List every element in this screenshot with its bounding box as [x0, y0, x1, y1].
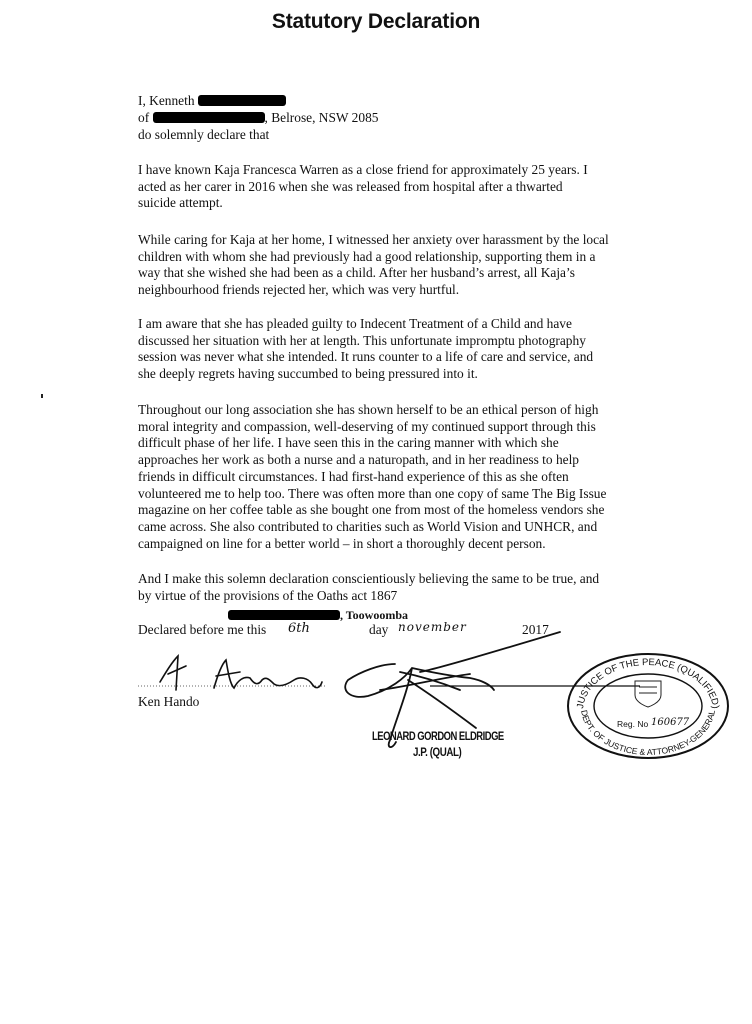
paragraph-line: children with whom she had previously had a good relationship, supporting them in a	[138, 248, 596, 264]
paragraph-line: I am aware that she has pleaded guilty to Indecent Treatment of a Child and have	[138, 316, 572, 331]
paragraph-line: suicide attempt.	[138, 195, 223, 211]
page-title: Statutory Declaration	[271, 10, 481, 33]
witness-title: J.P. (QUAL)	[413, 747, 462, 759]
stamp-ring-top-text: JUSTICE OF THE PEACE (QUALIFIED)	[575, 656, 721, 710]
paragraph-line: by virtue of the provisions of the Oaths act 1867	[138, 587, 398, 603]
paragraph-line: she deeply regrets having succumbed to being pressured into it.	[138, 366, 478, 382]
declared-month-handwritten: november	[398, 620, 467, 634]
stamp-outer-ring	[568, 654, 728, 758]
paragraph-line: difficult phase of her life. I have seen this in the caring manner with which she	[138, 435, 559, 451]
paragraph-line: acted as her carer in 2016 when she was released from hospital after a thwarted	[138, 178, 563, 194]
paragraph-line: campaigned on line for a better world – in short a thoroughly decent person.	[138, 535, 546, 551]
declared-prefix: Declared before me this	[138, 622, 267, 637]
declare-intro: do solemnly declare that	[138, 127, 270, 142]
paragraph-line: friends in difficult circumstances. I had first-hand experience of this as she often	[138, 468, 569, 484]
paragraph-line: approaches her work as both a nurse and a naturopath, and in her readiness to help	[138, 452, 579, 468]
declarant-signature	[160, 656, 322, 690]
stamp-reg-number: 160677	[651, 717, 690, 728]
declarant-name-prefix: I, Kenneth	[138, 93, 195, 108]
stamp-ring-bottom-text: DEPT. OF JUSTICE & ATTORNEY-GENERAL	[579, 709, 717, 758]
paragraph-line: While caring for Kaja at her home, I witnessed her anxiety over harassment by the local	[138, 232, 609, 247]
paragraph-line: neighbourhood friends rejected her, which was very hurtful.	[138, 282, 460, 298]
stamp-reg-label: Reg. No	[617, 719, 649, 729]
paragraph-line: magazine on her coffee table as she bought one from most of the homeless vendors she	[138, 502, 605, 518]
jp-seal-stamp	[565, 651, 731, 761]
paragraph-line: way that she wished she had been as a child. After her husband’s arrest, all Kaja’s	[138, 265, 575, 281]
declared-place: , Toowoomba	[340, 608, 409, 622]
declared-day-word: day	[369, 622, 389, 637]
paragraph-line: I have known Kaja Francesca Warren as a close friend for approximately 25 years. I	[138, 162, 588, 177]
paragraph-line: discussed her situation with her at length. This unfortunate impromptu photography	[138, 332, 586, 348]
witness-signature	[345, 632, 560, 747]
paragraph-line: moral integrity and compassion, well-deserving of my continued support through this	[138, 418, 596, 434]
address-suffix: , Belrose, NSW 2085	[264, 110, 379, 125]
declared-year: 2017	[522, 622, 549, 637]
declarant-name: Ken Hando	[138, 694, 200, 709]
witness-name: LEONARD GORDON ELDRIDGE	[372, 731, 504, 743]
scan-speck	[41, 394, 43, 398]
declared-day-handwritten: 6th	[288, 621, 310, 636]
paragraph-line: volunteered me to help too. There was often more than one copy of same The Big Issue	[138, 485, 607, 501]
coat-of-arms-icon	[635, 681, 661, 707]
paragraph-line: came across. She also contributed to charities such as World Vision and UNHCR, and	[138, 518, 598, 534]
paragraph-line: Throughout our long association she has shown herself to be an ethical person of high	[138, 402, 599, 417]
paragraph-line: session was never what she intended. It runs counter to a life of care and service, and	[138, 349, 594, 365]
address-prefix: of	[138, 110, 150, 125]
paragraph-line: And I make this solemn declaration conscientiously believing the same to be true, and	[138, 571, 600, 586]
